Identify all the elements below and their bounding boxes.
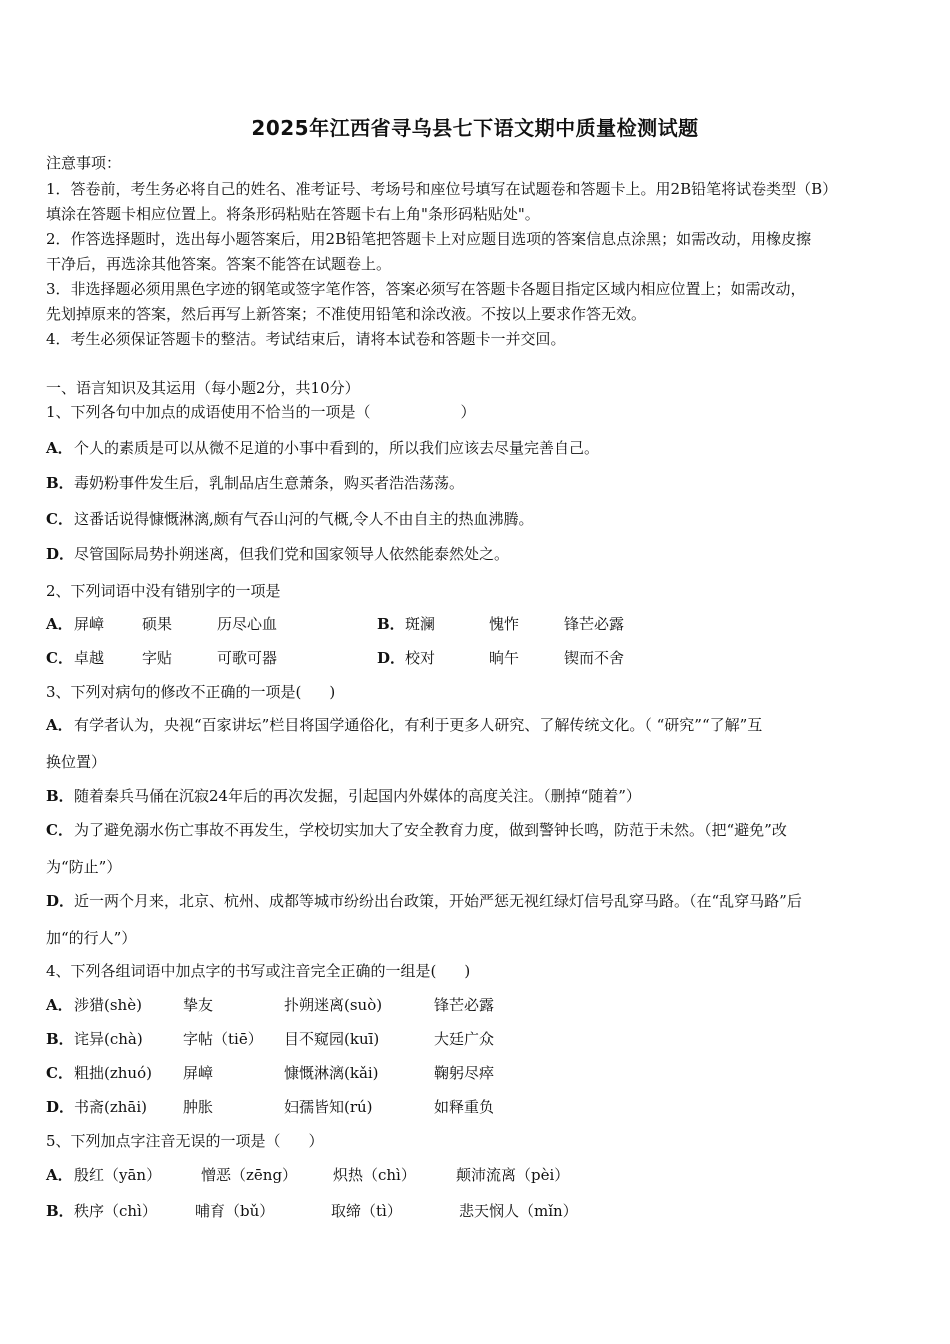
option-line-continued: 加“的行人”） — [46, 929, 137, 947]
option-word: 取缔（tì） — [331, 1202, 402, 1220]
question-stem-text: 3、下列对病句的修改不正确的一项是( — [46, 683, 302, 701]
option-label: A． — [46, 716, 73, 734]
option-word: 颠沛流离（pèi） — [456, 1166, 570, 1184]
option-word: 字贴 — [142, 649, 173, 667]
stem-close: ） — [308, 1132, 324, 1150]
option-word: 历尽心血 — [217, 615, 278, 633]
option-word: 屏嶂 — [183, 1064, 214, 1082]
option-line-continued: 换位置） — [46, 753, 107, 771]
option-word: 炽热（chì） — [333, 1166, 416, 1184]
page-title: 2025年江西省寻乌县七下语文期中质量检测试题 — [251, 116, 699, 140]
option-text: 这番话说得慷慨淋漓,颇有气吞山河的气概,令人不由自主的热血沸腾。 — [74, 510, 534, 528]
option-word: 悲天悯人（mǐn） — [459, 1202, 578, 1220]
question-stem-text: 5、下列加点字注音无误的一项是（ — [46, 1132, 281, 1150]
option-word: 慷慨淋漓(kǎi) — [284, 1064, 379, 1082]
option-word: 扑朔迷离(suò) — [284, 996, 383, 1014]
option-label: C． — [46, 649, 73, 667]
option-word: 挚友 — [183, 996, 214, 1014]
option-label: B． — [46, 1030, 74, 1048]
stem-close: ) — [464, 962, 471, 980]
option-word: 诧异(chà) — [74, 1030, 143, 1048]
option-word: 大廷广众 — [434, 1030, 495, 1048]
option-label: B． — [377, 615, 405, 633]
notice-line: 1．答卷前，考生务必将自己的姓名、准考证号、考场号和座位号填写在试题卷和答题卡上。用2B铅笔将试卷类型（B） — [46, 180, 838, 198]
option-word: 屏嶂 — [74, 615, 105, 633]
option-word: 目不窥园(kuī) — [284, 1030, 380, 1048]
option-text: 尽管国际局势扑朔迷离，但我们党和国家领导人依然能泰然处之。 — [74, 545, 510, 563]
notice-line: 3．非选择题必须用黑色字迹的钢笔或签字笔作答，答案必须写在答题卡各题目指定区域内相应位置上；如需改动， — [46, 280, 806, 298]
option-line — [46, 472, 464, 493]
option-label: A． — [46, 1166, 73, 1184]
notice-line: 干净后，再选涂其他答案。答案不能答在试题卷上。 — [46, 255, 392, 273]
option-word: 书斋(zhāi) — [74, 1098, 148, 1116]
option-word: 锲而不舍 — [564, 649, 625, 667]
question-3-stem — [46, 681, 335, 702]
question-1-stem — [46, 401, 476, 422]
option-text: 有学者认为，央视“百家讲坛”栏目将国学通俗化，有利于更多人研究、了解传统文化。（ “研究”“了解”互 — [74, 716, 763, 734]
option-line — [46, 890, 802, 911]
option-word: 肿胀 — [183, 1098, 214, 1116]
option-line — [46, 714, 762, 735]
stem-close: ) — [329, 683, 336, 701]
option-label: B． — [46, 787, 74, 805]
option-line — [46, 508, 534, 529]
stem-close: ） — [460, 403, 476, 421]
notice-line: 2．作答选择题时，选出每小题答案后，用2B铅笔把答题卡上对应题目选项的答案信息点涂黑；如需改动，用橡皮擦 — [46, 230, 812, 248]
option-word: 殷红（yān） — [74, 1166, 162, 1184]
question-2-stem: 2、下列词语中没有错别字的一项是 — [46, 582, 281, 600]
option-word: 如释重负 — [434, 1098, 495, 1116]
option-word: 哺育（bǔ） — [195, 1202, 275, 1220]
option-word: 涉猎(shè) — [74, 996, 142, 1014]
option-word: 妇孺皆知(rú) — [284, 1098, 373, 1116]
question-stem-text: 4、下列各组词语中加点字的书写或注音完全正确的一组是( — [46, 962, 437, 980]
notice-line: 填涂在答题卡相应位置上。将条形码粘贴在答题卡右上角"条形码粘贴处"。 — [46, 205, 540, 223]
option-label: A． — [46, 439, 73, 457]
option-label: D． — [46, 892, 75, 910]
option-word: 晌午 — [489, 649, 520, 667]
option-line — [46, 819, 787, 840]
option-word: 锋芒必露 — [434, 996, 495, 1014]
question-4-stem — [46, 960, 470, 981]
option-word: 斑澜 — [405, 615, 436, 633]
notice-line: 4．考生必须保证答题卡的整洁。考试结束后，请将本试卷和答题卡一并交回。 — [46, 330, 566, 348]
option-text: 毒奶粉事件发生后，乳制品店生意萧条，购买者浩浩荡荡。 — [74, 474, 465, 492]
option-label: D． — [377, 649, 406, 667]
notice-line: 先划掉原来的答案，然后再写上新答案；不准使用铅笔和涂改液。不按以上要求作答无效。 — [46, 305, 647, 323]
option-text: 随着秦兵马俑在沉寂24年后的再次发掘，引起国内外媒体的高度关注。（删掉“随着”） — [74, 787, 641, 805]
option-text: 近一两个月来，北京、杭州、成都等城市纷纷出台政策，开始严惩无视红绿灯信号乱穿马路。（在“乱穿马路”后 — [74, 892, 802, 910]
option-label: C． — [46, 1064, 73, 1082]
option-word: 卓越 — [74, 649, 105, 667]
option-word: 可歌可器 — [217, 649, 278, 667]
section-heading: 一、语言知识及其运用（每小题2分，共10分） — [46, 379, 360, 397]
option-label: B． — [46, 474, 74, 492]
option-line — [46, 543, 509, 564]
option-word: 憎恶（zēng） — [201, 1166, 298, 1184]
option-word: 秩序（chì） — [74, 1202, 157, 1220]
option-word: 锋芒必露 — [564, 615, 625, 633]
notice-heading: 注意事项： — [46, 154, 122, 172]
option-word: 鞠躬尽瘁 — [434, 1064, 495, 1082]
option-label: D． — [46, 1098, 75, 1116]
option-text: 为了避免溺水伤亡事故不再发生，学校切实加大了安全教育力度，做到警钟长鸣，防范于未然。（把“避免”改 — [74, 821, 787, 839]
option-word: 粗拙(zhuó) — [74, 1064, 152, 1082]
option-label: A． — [46, 615, 73, 633]
option-word: 愧怍 — [489, 615, 520, 633]
option-label: D． — [46, 545, 75, 563]
question-5-stem — [46, 1130, 324, 1151]
option-label: A． — [46, 996, 73, 1014]
option-label: C． — [46, 510, 73, 528]
option-line — [46, 437, 599, 458]
option-line — [46, 785, 641, 806]
option-word: 字帖（tiē） — [183, 1030, 263, 1048]
question-stem-text: 1、下列各句中加点的成语使用不恰当的一项是（ — [46, 403, 371, 421]
option-word: 硕果 — [142, 615, 173, 633]
option-line-continued: 为“防止”） — [46, 858, 122, 876]
option-text: 个人的素质是可以从微不足道的小事中看到的，所以我们应该去尽量完善自己。 — [74, 439, 600, 457]
option-word: 校对 — [405, 649, 436, 667]
option-label: B． — [46, 1202, 74, 1220]
option-label: C． — [46, 821, 73, 839]
